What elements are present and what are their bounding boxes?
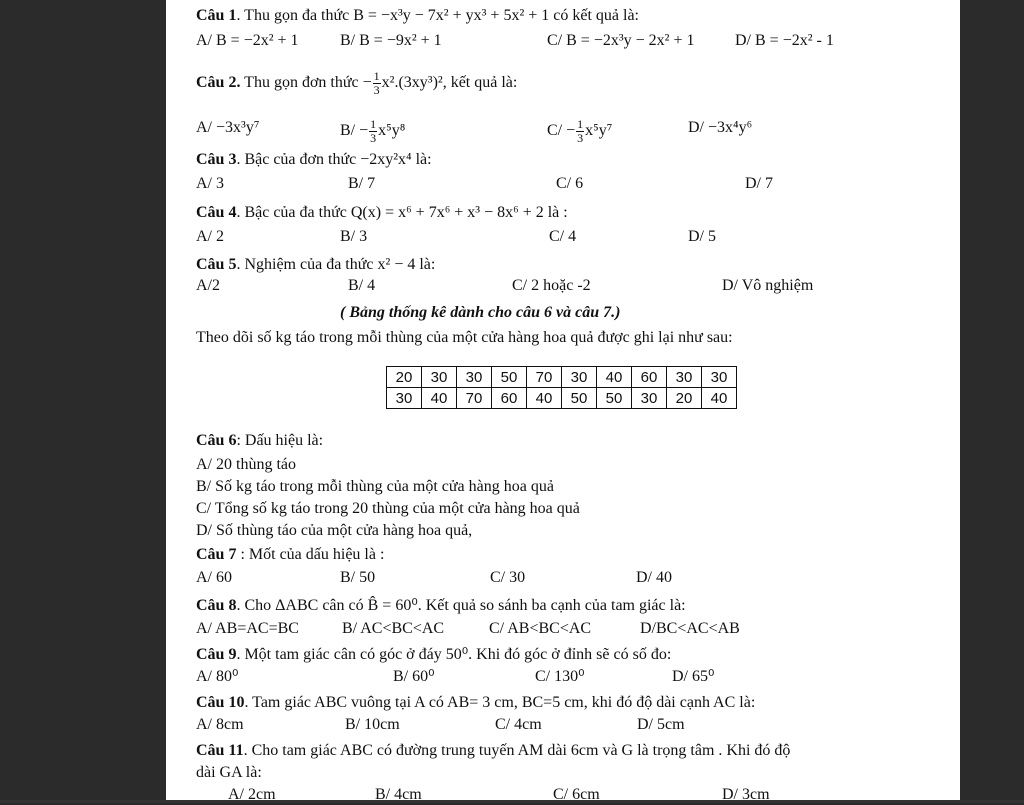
table-cell: 30: [457, 367, 492, 388]
question-text: . Thu gọn đa thức B = −x³y − 7x² + yx³ + 5x² + 1 có kết quả là:: [236, 7, 639, 24]
question-text: . Tam giác ABC vuông tại A có AB= 3 cm, BC=5 cm, khi đó độ dài cạnh AC là:: [244, 694, 756, 711]
table-cell: 20: [667, 388, 702, 409]
question-text: . Một tam giác cân có góc ở đáy 50⁰. Khi đó góc ở đỉnh sẽ có số đo:: [236, 646, 672, 663]
option-a: A/ 8cm: [196, 716, 244, 733]
table-cell: 30: [422, 367, 457, 388]
table-row: [387, 367, 737, 388]
denominator: 3: [370, 131, 377, 145]
option-b: B/ 7: [348, 175, 376, 192]
question-label: Câu 7: [196, 546, 237, 563]
question-2: [196, 70, 517, 97]
question-text: . Bậc của đơn thức −2xy²x⁴ là:: [236, 151, 432, 168]
option-a: A/ −3x³y⁷: [196, 119, 260, 136]
question-9: [196, 645, 671, 665]
data-table: [386, 366, 737, 409]
option-c: C/ 6cm: [553, 786, 600, 803]
question-text: . Bậc của đa thức Q(x) = x⁶ + 7x⁶ + x³ − 8x⁶ + 2 là :: [236, 204, 568, 221]
question-label: Câu 10: [196, 694, 245, 711]
option-c: C/ 2 hoặc -2: [512, 277, 591, 294]
option-b: B/ 4cm: [375, 786, 422, 803]
table-cell: 20: [387, 367, 422, 388]
question-3: [196, 150, 432, 170]
question-4: [196, 203, 568, 223]
fraction: [576, 118, 584, 145]
table-cell: 60: [492, 388, 527, 409]
question-label: Câu 8: [196, 597, 237, 614]
option-b: B/ B = −9x² + 1: [340, 32, 442, 49]
table-cell: 30: [632, 388, 667, 409]
option-c: C/ 30: [490, 569, 526, 586]
table-cell: 30: [562, 367, 597, 388]
option-a: A/ 20 thùng táo: [196, 456, 296, 473]
table-cell: 30: [387, 388, 422, 409]
option-b: B/ AC<BC<AC: [342, 620, 445, 637]
option-b: B/ 3: [340, 228, 368, 245]
table-cell: 40: [597, 367, 632, 388]
option-a: A/ 2: [196, 228, 224, 245]
question-5: [196, 255, 435, 275]
option-text: B/ −: [340, 122, 369, 140]
option-text: C/ −: [547, 122, 576, 140]
option-b: B/ 60⁰: [393, 668, 435, 685]
fraction: [369, 118, 377, 145]
question-label: Câu 11: [196, 742, 244, 759]
option-c: C/ 4cm: [495, 716, 542, 733]
question-1: [196, 6, 639, 26]
option-b: B/ 4: [348, 277, 376, 294]
table-caption: ( Bảng thống kê dành cho câu 6 và câu 7.): [340, 304, 621, 321]
question-11: [196, 741, 790, 761]
question-label: Câu 1: [196, 7, 237, 24]
question-label: Câu 2.: [196, 74, 241, 92]
numerator: 1: [577, 117, 584, 131]
option-d: D/ −3x⁴y⁶: [688, 119, 753, 136]
option-a: A/ 80⁰: [196, 668, 239, 685]
question-label: Câu 3: [196, 151, 237, 168]
question-text: . Cho ΔABC cân có B̂ = 60⁰. Kết quả so sánh ba cạnh của tam giác là:: [236, 597, 686, 614]
question-text: : Dấu hiệu là:: [236, 432, 324, 449]
option-d: D/BC<AC<AB: [640, 620, 740, 637]
option-b: B/ Số kg táo trong mỗi thùng của một cửa hàng hoa quả: [196, 478, 554, 495]
denominator: 3: [373, 83, 380, 97]
table-intro: Theo dõi số kg táo trong mỗi thùng của một cửa hàng hoa quả được ghi lại như sau:: [196, 329, 733, 346]
option-d: D/ Số thùng táo của một cửa hàng hoa quả,: [196, 522, 473, 539]
question-label: Câu 4: [196, 204, 237, 221]
option-text: x⁵y⁸: [378, 122, 406, 140]
table-cell: 30: [702, 367, 737, 388]
table-cell: 40: [422, 388, 457, 409]
question-text: Thu gọn đơn thức −: [240, 74, 372, 92]
question-label: Câu 6: [196, 432, 237, 449]
table-cell: 50: [597, 388, 632, 409]
question-text: x².(3xy³)², kết quả là:: [381, 74, 518, 92]
option-a: A/ B = −2x² + 1: [196, 32, 299, 49]
option-a: A/ 2cm: [228, 786, 276, 803]
table-cell: 30: [667, 367, 702, 388]
option-d: D/ 3cm: [722, 786, 770, 803]
option-b: [340, 118, 405, 145]
table-cell: 70: [457, 388, 492, 409]
option-d: D/ 5cm: [637, 716, 685, 733]
table-cell: 50: [492, 367, 527, 388]
option-a: A/ AB=AC=BC: [196, 620, 299, 637]
option-d: D/ 5: [688, 228, 716, 245]
option-c: C/ 4: [549, 228, 577, 245]
table-cell: 40: [527, 388, 562, 409]
question-text: . Nghiệm của đa thức x² − 4 là:: [236, 256, 436, 273]
option-d: D/ 40: [636, 569, 672, 586]
fraction: [373, 70, 381, 97]
option-a: A/ 60: [196, 569, 232, 586]
question-text: . Cho tam giác ABC có đường trung tuyến AM dài 6cm và G là trọng tâm . Khi đó độ: [243, 742, 791, 759]
question-11-continuation: dài GA là:: [196, 764, 262, 781]
question-6: [196, 431, 323, 451]
table-cell: 60: [632, 367, 667, 388]
numerator: 1: [373, 69, 380, 83]
question-8: [196, 596, 686, 616]
table-row: [387, 388, 737, 409]
option-d: D/ Vô nghiệm: [722, 277, 814, 294]
question-label: Câu 9: [196, 646, 237, 663]
option-text: x⁵y⁷: [585, 122, 613, 140]
option-c: C/ Tổng số kg táo trong 20 thùng của một cửa hàng hoa quả: [196, 500, 580, 517]
question-label: Câu 5: [196, 256, 237, 273]
option-a: A/ 3: [196, 175, 224, 192]
question-7: [196, 545, 384, 565]
question-text: : Mốt của dấu hiệu là :: [236, 546, 385, 563]
option-d: D/ B = −2x² - 1: [735, 32, 834, 49]
option-c: C/ B = −2x³y − 2x² + 1: [547, 32, 695, 49]
table-cell: 50: [562, 388, 597, 409]
question-10: [196, 693, 755, 713]
option-c: C/ 130⁰: [535, 668, 585, 685]
option-c: C/ AB<BC<AC: [489, 620, 592, 637]
option-b: B/ 50: [340, 569, 376, 586]
option-c: C/ 6: [556, 175, 584, 192]
option-d: D/ 7: [745, 175, 773, 192]
option-b: B/ 10cm: [345, 716, 400, 733]
table-cell: 40: [702, 388, 737, 409]
numerator: 1: [370, 117, 377, 131]
option-c: [547, 118, 612, 145]
option-d: D/ 65⁰: [672, 668, 715, 685]
denominator: 3: [577, 131, 584, 145]
option-a: A/2: [196, 277, 220, 294]
table-cell: 70: [527, 367, 562, 388]
